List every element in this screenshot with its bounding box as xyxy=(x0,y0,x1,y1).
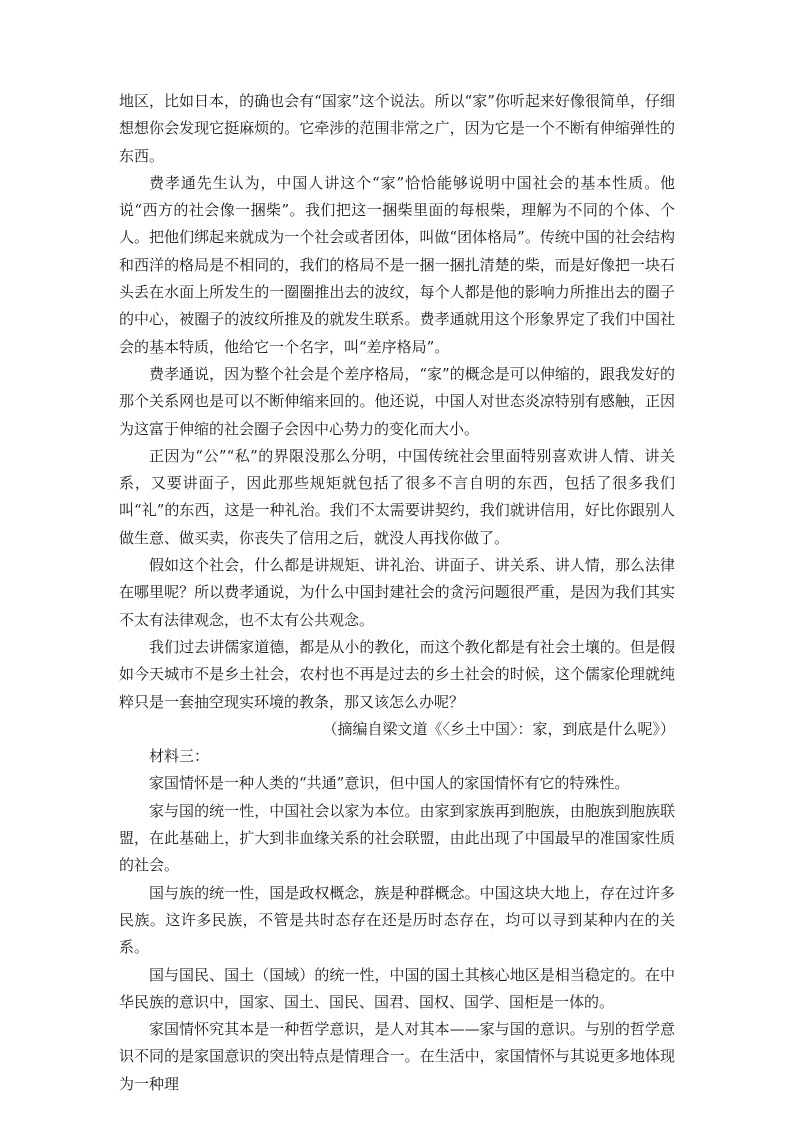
paragraph-homeland-sentiment: 家国情怀是一种人类的“共通”意识，但中国人的家国情怀有它的特殊性。 xyxy=(149,774,630,793)
paragraph-law-question: 假如这个社会，什么都是讲规矩、讲礼治、讲面子、讲关系、讲人情，那么法律在哪里呢？所以费孝通说，为什么中国封建社会的贪污问题很严重，是因为我们其实不太有法律观念，也不太有公共观念。 xyxy=(119,556,675,629)
paragraph-continued: 地区，比如日本，的确也会有“国家”这个说法。所以“家”你听起来好像很简单，仔细想想你会发现它挺麻烦的。它牵涉的范围非常之广，因为它是一个不断有伸缩弹性的东西。 xyxy=(119,92,675,165)
paragraph-rule-of-rites: 正因为“公”“私”的界限没那么分明，中国传统社会里面特别喜欢讲人情、讲关系，又要讲面子，因此那些规矩就包括了很多不言自明的东西，包括了很多我们叫“礼”的东西，这是一种礼治。我们不太需要讲契约，我们就讲信用，好比你跟别人做生意、做买卖，你丧失了信用之后，就没人再找你做了。 xyxy=(119,446,675,547)
paragraph-fei-xiaotong-structure: 费孝通先生认为，中国人讲这个“家”恰恰能够说明中国社会的基本性质。他说“西方的社会像一捆柴”。我们把这一捆柴里面的每根柴，理解为不同的个体、个人。把他们绑起来就成为一个社会或者团体，叫做“团体格局”。传统中国的社会结构和西洋的格局是不相同的，我们的格局不是一捆一捆扎清楚的柴，而是好像把一块石头丢在水面上所发生的一圈圈推出去的波纹，每个人都是他的影响力所推出去的圈子的中心，被圈子的波纹所推及的就发生联系。费孝通就用这个形象界定了我们中国社会的基本特质，他给它一个名字，叫“差序格局”。 xyxy=(119,173,675,356)
paragraph-differential-mode: 费孝通说，因为整个社会是个差序格局，“家”的概念是可以伸缩的，跟我发好的那个关系网也是可以不断伸缩来回的。他还说，中国人对世态炎凉特别有感触，正因为这富于伸缩的社会圈子会因中心势力的变化而大小。 xyxy=(119,364,675,438)
paragraph-state-ethnic-unity: 国与族的统一性，国是政权概念，族是种群概念。中国这块大地上，存在过许多民族。这许多民族，不管是共时态存在还是历时态存在，均可以寻到某种内在的关系。 xyxy=(119,883,675,957)
document-page xyxy=(119,88,675,1098)
material-three-heading: 材料三： xyxy=(149,747,210,766)
paragraph-confucian-ethics: 我们过去讲儒家道德，都是从小的教化，而这个教化都是有社会土壤的。但是假如今天城市不是乡土社会，农村也不再是过去的乡土社会的时候，这个儒家伦理就纯粹只是一套抽空现实环境的教条，那又该怎么办呢？ xyxy=(119,637,675,711)
source-citation: （摘编自梁文道《〈乡土中国〉：家，到底是什么呢》） xyxy=(322,719,675,738)
paragraph-state-people-territory: 国与国民、国土（国域）的统一性，中国的国土其核心地区是相当稳定的。在中华民族的意识中，国家、国土、国民、国君、国权、国学、国柜是一体的。 xyxy=(119,965,675,1011)
paragraph-philosophical-consciousness: 家国情怀究其本是一种哲学意识，是人对其本——家与国的意识。与别的哲学意识不同的是家国意识的突出特点是情理合一。在生活中，家国情怀与其说更多地体现为一种理 xyxy=(119,1020,675,1093)
paragraph-family-state-unity: 家与国的统一性，中国社会以家为本位。由家到家族再到胞族，由胞族到胞族联盟，在此基础上，扩大到非血缘关系的社会联盟，由此出现了中国最早的准国家性质的社会。 xyxy=(119,801,675,875)
